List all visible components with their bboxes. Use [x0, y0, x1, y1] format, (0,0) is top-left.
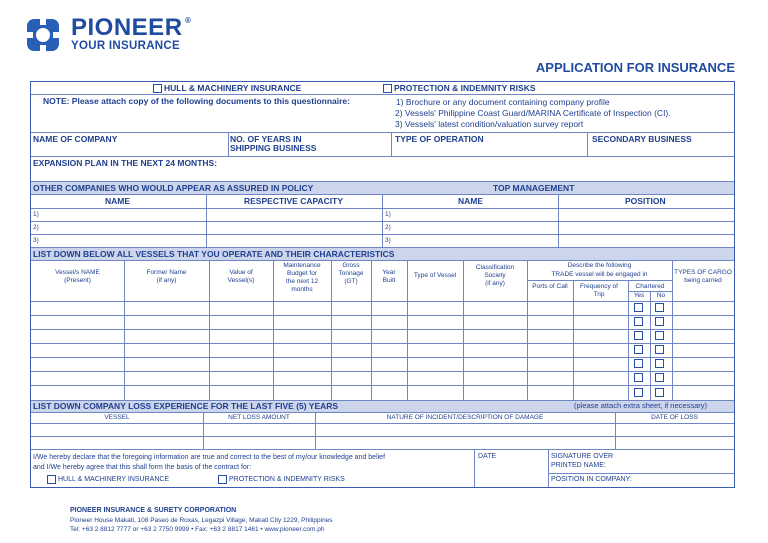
logo-tagline: YOUR INSURANCE: [71, 40, 180, 52]
other-companies-heading: OTHER COMPANIES WHO WOULD APPEAR AS ASSURED IN POLICY: [33, 183, 314, 193]
logo-name: PIONEER: [71, 14, 183, 41]
vessels-heading: LIST DOWN BELOW ALL VESSELS THAT YOU OPERATE AND THEIR CHARACTERISTICS: [33, 249, 395, 259]
operation-type-label: TYPE OF OPERATION: [395, 134, 484, 144]
expansion-label: EXPANSION PLAN IN THE NEXT 24 MONTHS:: [33, 158, 218, 168]
declaration-line-2: and I/We hereby agree that this shall form the basis of the contract for:: [33, 464, 252, 471]
loss-heading: LIST DOWN COMPANY LOSS EXPERIENCE FOR THE LAST FIVE (5) YEARS: [33, 401, 339, 411]
row3-yes-checkbox[interactable]: [634, 331, 643, 340]
years-label-2: SHIPPING BUSINESS: [230, 143, 317, 153]
logo-reg: ®: [185, 16, 191, 25]
secondary-business-label: SECONDARY BUSINESS: [592, 134, 692, 144]
note-item-1: 1) Brochure or any document containing company profile: [396, 97, 610, 107]
note-item-2: 2) Vessels' Philippine Coast Guard/MARINA Certificate of Inspection (CI).: [395, 108, 671, 118]
years-label-1: NO. OF YEARS IN: [230, 134, 302, 144]
chartered-no-header: No: [656, 292, 666, 299]
hull-option-label: HULL & MACHINERY INSURANCE: [164, 83, 302, 93]
date-label: DATE: [478, 453, 497, 460]
loss-note: (please attach extra sheet, if necessary): [574, 401, 707, 410]
page-title: APPLICATION FOR INSURANCE: [535, 60, 735, 75]
declaration-line-1: I/We hereby declare that the foregoing information are true and correct to the best of my/our knowledge and belief: [33, 454, 386, 461]
declaration-pandi-checkbox[interactable]: [218, 475, 227, 484]
ports-of-call-header: Ports of Call: [532, 283, 568, 290]
footer-address: Pioneer House Makati, 108 Paseo de Roxas, Legazpi Village, Makati City 1229, Philippines: [70, 517, 333, 524]
others-row-2: 2): [33, 224, 39, 231]
signature-label-1: SIGNATURE OVER: [551, 453, 614, 460]
mgmt-row-3: 3): [385, 237, 391, 244]
trip-frequency-header: Frequency of Trip: [580, 283, 618, 298]
vessel-name-header: Vessel/s NAME (Present): [55, 269, 100, 284]
vessel-type-header: Type of Vessel: [413, 272, 457, 279]
former-name-header: Former Name (if any): [146, 269, 187, 284]
year-built-header: Year Built: [382, 269, 396, 284]
declaration-pandi-label: PROTECTION & INDEMNITY RISKS: [229, 476, 345, 483]
application-form: [30, 81, 735, 488]
note-item-3: 3) Vessels' latest condition/valuation survey report: [395, 119, 584, 129]
row3-no-checkbox[interactable]: [655, 331, 664, 340]
signature-label-2: PRINTED NAME:: [551, 462, 606, 469]
hull-checkbox[interactable]: [153, 84, 162, 93]
row5-yes-checkbox[interactable]: [634, 359, 643, 368]
describe-header: Describe the following: [567, 262, 632, 269]
footer-contact: Tel: +63 2 8812 7777 or +63 2 7750 9999 • Fax: +63 2 8817 1461 • www.pioneer.com.ph: [70, 526, 325, 533]
loss-col-nature: NATURE OF INCIDENT/DESCRIPTION OF DAMAGE: [386, 414, 544, 421]
mgmt-col-position: POSITION: [625, 196, 666, 206]
chartered-yes-header: Yes: [633, 292, 645, 299]
row1-yes-checkbox[interactable]: [634, 303, 643, 312]
pioneer-logo-icon: [25, 17, 61, 53]
classification-header: Classification Society (if any): [475, 264, 515, 287]
row6-yes-checkbox[interactable]: [634, 373, 643, 382]
loss-col-date: DATE OF LOSS: [651, 414, 698, 421]
row4-yes-checkbox[interactable]: [634, 345, 643, 354]
row7-yes-checkbox[interactable]: [634, 388, 643, 397]
maintenance-budget-header: Maintenance Budget for the next 12 months: [283, 262, 321, 293]
gross-tonnage-header: Gross Tonnage (GT): [338, 262, 364, 285]
row2-no-checkbox[interactable]: [655, 317, 664, 326]
mgmt-row-2: 2): [385, 224, 391, 231]
declaration-hull-label: HULL & MACHINERY INSURANCE: [58, 476, 170, 483]
note-label: NOTE: Please attach copy of the following documents to this questionnaire:: [43, 96, 350, 106]
others-col-name: NAME: [105, 196, 131, 206]
row7-no-checkbox[interactable]: [655, 388, 664, 397]
top-management-heading: TOP MANAGEMENT: [493, 183, 575, 193]
company-name-label: NAME OF COMPANY: [33, 134, 118, 144]
position-label: POSITION IN COMPANY:: [551, 476, 632, 483]
others-row-1: 1): [33, 211, 39, 218]
pandi-checkbox[interactable]: [383, 84, 392, 93]
vessel-value-header: Value of Vessel(s): [227, 269, 255, 284]
chartered-header: Chartered: [635, 283, 665, 290]
row2-yes-checkbox[interactable]: [634, 317, 643, 326]
mgmt-row-1: 1): [385, 211, 391, 218]
mgmt-col-name: NAME: [458, 196, 484, 206]
pandi-option-label: PROTECTION & INDEMNITY RISKS: [394, 83, 536, 93]
row4-no-checkbox[interactable]: [655, 345, 664, 354]
cargo-types-header: TYPES OF CARGO being carried: [674, 269, 732, 284]
trade-header: TRADE vessel will be engaged in: [551, 271, 648, 278]
others-row-3: 3): [33, 237, 39, 244]
footer-company: PIONEER INSURANCE & SURETY CORPORATION: [70, 507, 237, 514]
loss-col-amount: NET LOSS AMOUNT: [228, 414, 290, 421]
others-col-capacity: RESPECTIVE CAPACITY: [244, 196, 344, 206]
pioneer-logo: [25, 14, 191, 57]
row1-no-checkbox[interactable]: [655, 303, 664, 312]
row5-no-checkbox[interactable]: [655, 359, 664, 368]
loss-col-vessel: VESSEL: [104, 414, 130, 421]
declaration-hull-checkbox[interactable]: [47, 475, 56, 484]
row6-no-checkbox[interactable]: [655, 373, 664, 382]
